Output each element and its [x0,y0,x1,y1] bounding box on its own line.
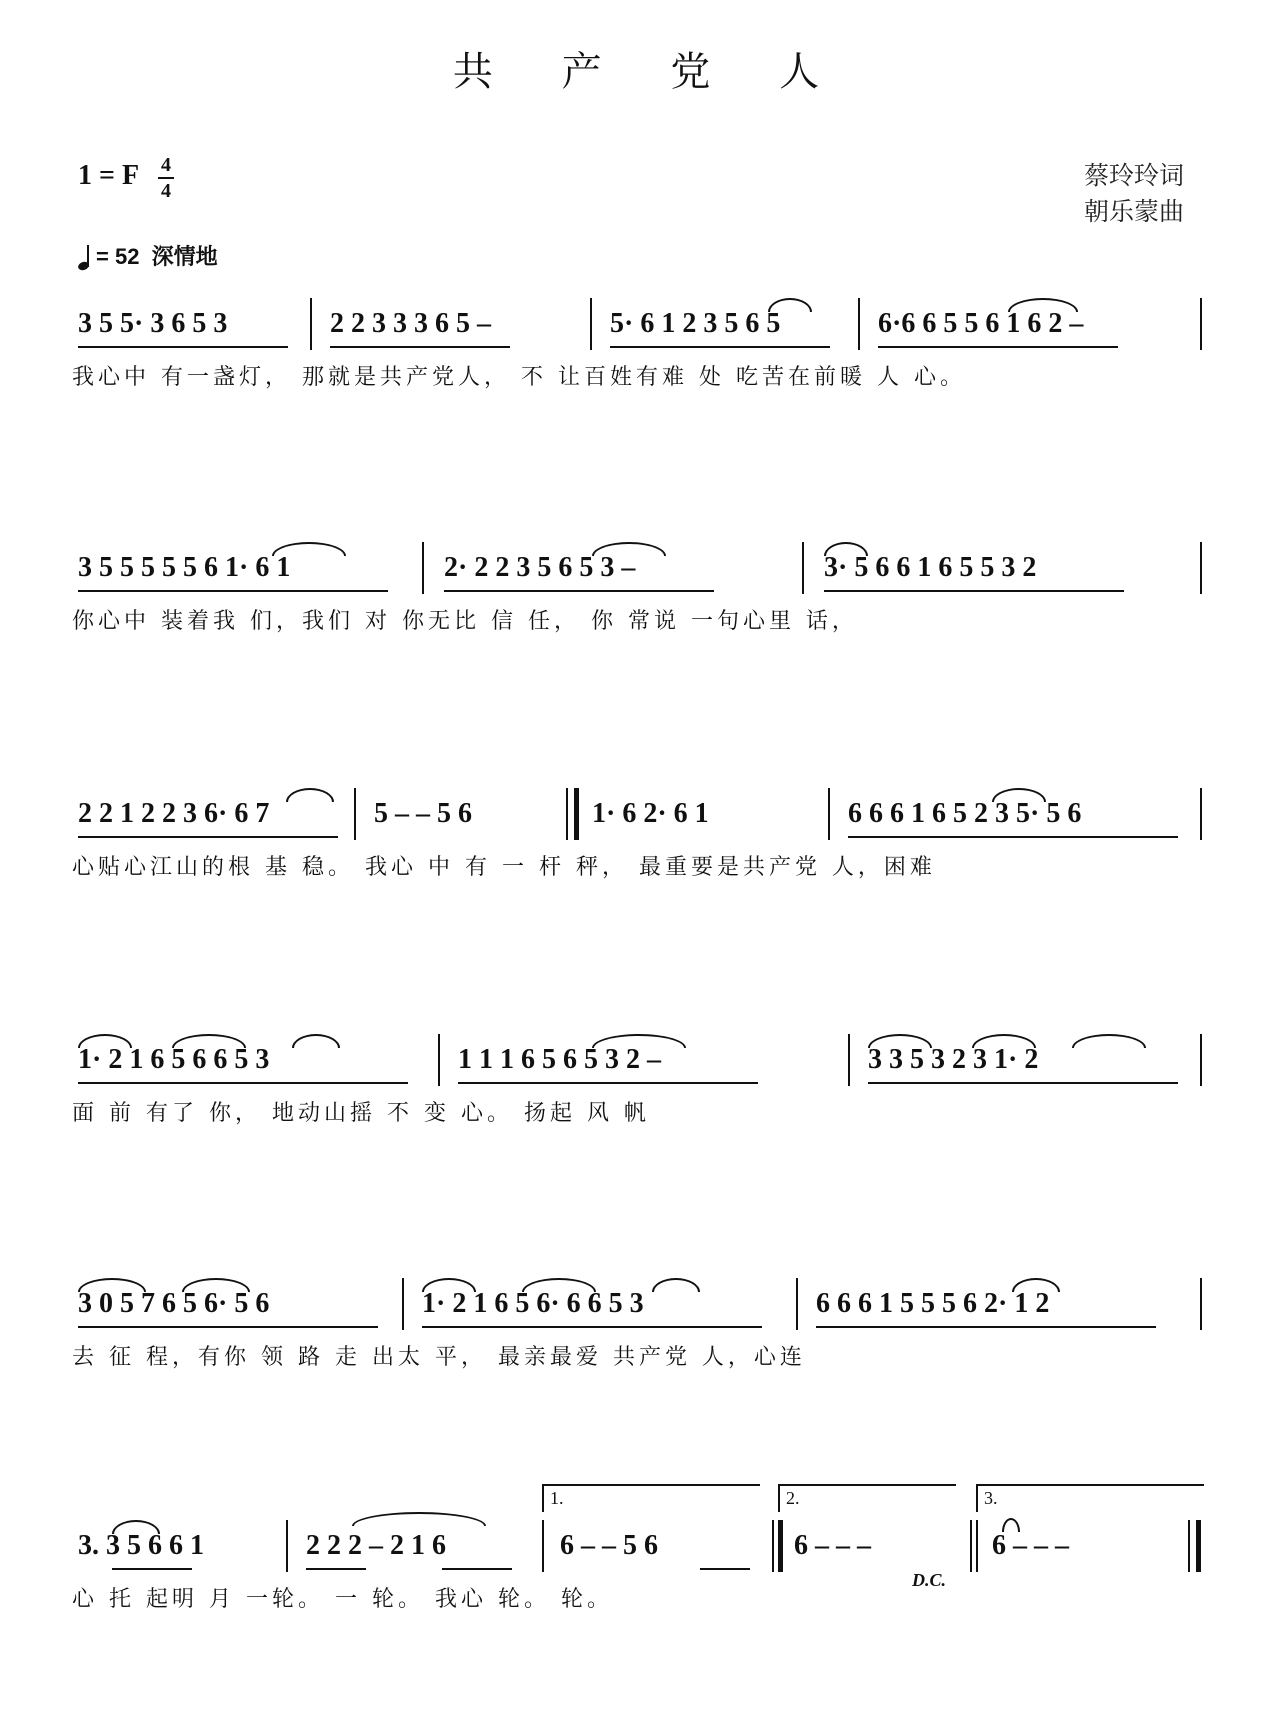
credits [1084,158,1184,230]
underline [78,346,288,348]
measure: 6 – – 5 6 [560,1530,658,1561]
da-capo: D.C. [912,1570,947,1590]
underline [422,1326,762,1328]
slur [78,1034,132,1048]
staff-line-3 [72,794,1204,934]
barline [1200,788,1202,840]
underline [330,346,510,348]
lyrics-row: 心 托 起明 月 一轮。 一 轮。 我心 轮。 轮。 [72,1587,613,1612]
underline [868,1082,1178,1084]
slur [78,1278,146,1292]
measure: 6 – – – [992,1530,1069,1561]
barline [542,1520,544,1572]
staff-line-1 [72,304,1204,444]
slur [768,298,812,312]
song-title: 共 产 党 人 [452,49,848,95]
barline [1200,542,1202,594]
staff-line-5 [72,1284,1204,1424]
measure: 5 – – 5 6 [374,798,472,829]
barline [970,1520,972,1572]
underline [78,1082,408,1084]
slur [112,1520,160,1534]
lyrics-row: 我心中 有一盏灯， 那就是共产党人， 不 让百姓有难 处 吃苦在前暖 人 心。 [72,365,966,390]
lyricist: 蔡玲玲词 [1083,161,1184,190]
barline [796,1278,798,1330]
notes-row [72,304,1204,364]
measure: 3 5 5· 3 6 5 3 [78,308,228,339]
time-signature-bar [158,177,174,179]
slur [292,1034,340,1048]
barline [310,298,312,350]
slur [592,1034,686,1048]
underline [78,1326,378,1328]
barline [1200,298,1202,350]
underline [306,1568,366,1570]
underline [444,590,714,592]
time-signature-top: 4 [161,154,171,176]
volta-3: 3. [976,1484,1204,1512]
time-signature [158,154,174,202]
measure: 2· 2 2 3 5 6 5 3 – [444,552,636,583]
slur [592,542,666,556]
lyrics-row: 你心中 装着我 们，我们 对 你无比 信 任， 你 常说 一句心里 话， [72,609,858,634]
underline [458,1082,758,1084]
volta-2: 2. [778,1484,956,1512]
measure: 2 2 3 3 3 6 5 – [330,308,491,339]
barline [1188,1520,1190,1572]
slur [992,788,1046,802]
notes-row [72,1526,1204,1586]
barline [1200,1034,1202,1086]
quarter-note-icon [78,244,92,270]
measure: 2 2 2 – 2 1 6 [306,1530,446,1561]
barline [858,298,860,350]
slur [182,1278,250,1292]
measure: 1· 2 1 6 5 6 6 5 3 [78,1044,270,1075]
measure: 5· 6 1 2 3 5 6 5 [610,308,781,339]
barline [802,542,804,594]
lyrics-row: 去 征 程，有你 领 路 走 出太 平， 最亲最爱 共产党 人，心连 [72,1345,806,1370]
slur [522,1278,596,1292]
slur [652,1278,700,1292]
measure: 1· 2 1 6 5 6· 6 6 5 3 [422,1288,644,1319]
notes-row [72,1284,1204,1344]
underline [878,346,1118,348]
repeat-end-barline [778,1520,783,1572]
notes-row [72,548,1204,608]
staff-line-2 [72,548,1204,688]
measure: 6 6 6 1 5 5 5 6 2· 1 2 [816,1288,1050,1319]
slur [1072,1034,1146,1048]
underline [816,1326,1156,1328]
underline [442,1568,512,1570]
staff-line-6 [72,1488,1204,1666]
slur [1008,298,1078,312]
repeat-start-barline [574,788,579,840]
underline [112,1568,192,1570]
slur [972,1034,1036,1048]
lyrics-row: 面 前 有了 你， 地动山摇 不 变 心。 扬起 风 帆 [72,1101,650,1126]
barline [772,1520,774,1572]
lyrics-row: 心贴心江山的根 基 稳。 我心 中 有 一 杆 秤， 最重要是共产党 人，困难 [72,855,936,880]
underline [78,836,338,838]
tempo-marking [78,240,218,271]
measure: 6 – – – [794,1530,871,1561]
tempo-expression: 深情地 [151,244,218,269]
barline [566,788,568,840]
barline [402,1278,404,1330]
slur [172,1034,246,1048]
measure: 3 5 5 5 5 5 6 1· 6 1 [78,552,291,583]
measure: 3. 3 5 6 6 1 [78,1530,204,1561]
barline [828,788,830,840]
final-barline [1196,1520,1201,1572]
volta-1: 1. [542,1484,760,1512]
slur [352,1512,486,1526]
barline [354,788,356,840]
measure: 3 0 5 7 6 5 6· 5 6 [78,1288,270,1319]
measure: 3· 5 6 6 1 6 5 5 3 2 [824,552,1037,583]
slur [1012,1278,1060,1292]
slur [824,542,868,556]
time-signature-bottom: 4 [161,180,171,202]
slur [286,788,334,802]
barline [286,1520,288,1572]
barline [422,542,424,594]
underline [824,590,1124,592]
underline [700,1568,750,1570]
measure: 1· 6 2· 6 1 [592,798,709,829]
underline [78,590,388,592]
notes-row [72,794,1204,854]
barline [976,1520,978,1572]
staff-line-4 [72,1040,1204,1180]
measure: 6·6 6 5 5 6 1 6 2 – [878,308,1084,339]
measure: 3 3 5 3 2 3 1· 2 [868,1044,1039,1075]
barline [848,1034,850,1086]
tempo-bpm: = 52 [96,244,140,269]
barline [438,1034,440,1086]
slur [422,1278,476,1292]
measure: 2 2 1 2 2 3 6· 6 7 [78,798,270,829]
measure: 6 6 6 1 6 5 2 3 5· 5 6 [848,798,1082,829]
underline [848,836,1178,838]
measure: 1 1 1 6 5 6 5 3 2 – [458,1044,661,1075]
fermata-icon [1002,1518,1020,1532]
composer: 朝乐蒙曲 [1083,197,1184,226]
notes-row [72,1040,1204,1100]
barline [1200,1278,1202,1330]
key-signature: 1 = F [78,160,140,191]
barline [590,298,592,350]
underline [610,346,830,348]
slur [868,1034,932,1048]
slur [272,542,346,556]
